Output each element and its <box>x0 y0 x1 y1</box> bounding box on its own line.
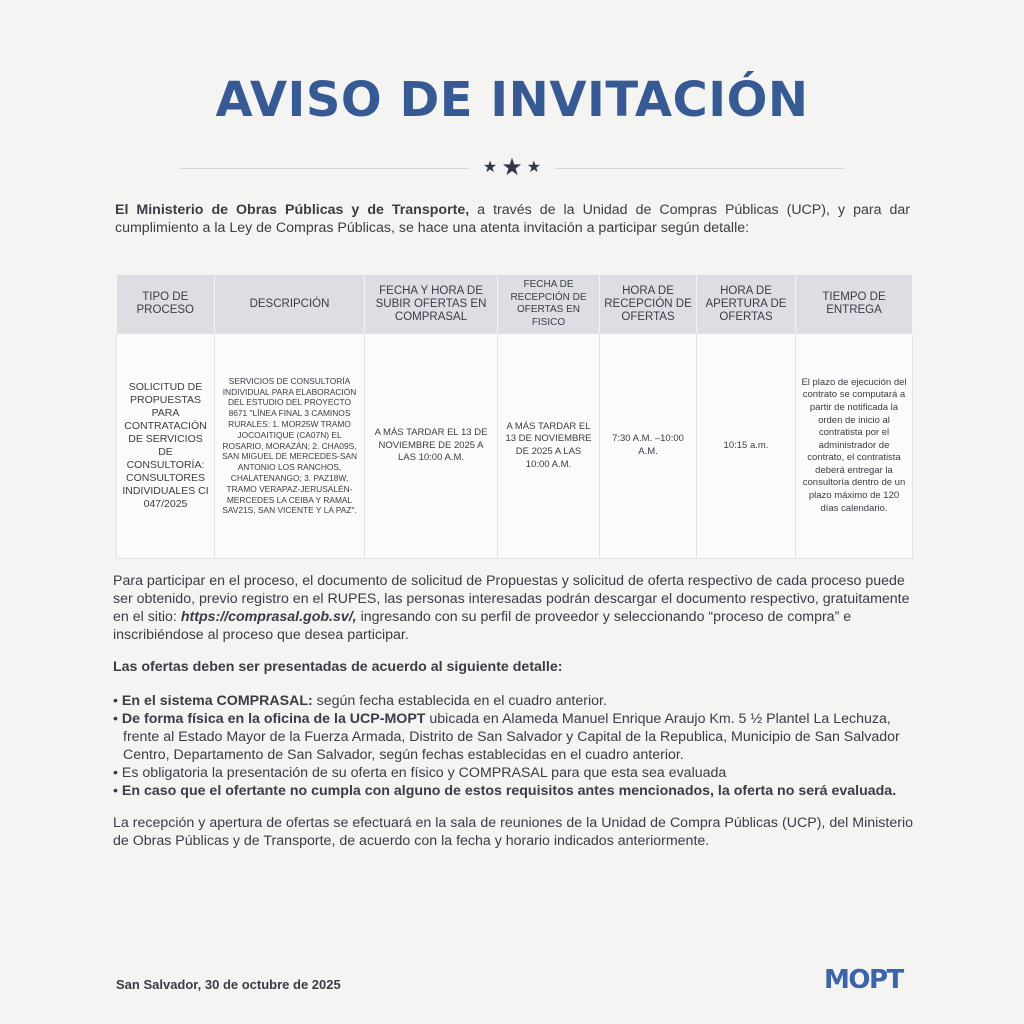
intro-text: a través de la Unidad de Compras Públicas (UCP), y para dar cumplimiento a la Ley de Compras Públicas, se hace una atenta invitación a participar según detalle: <box>115 202 910 236</box>
list-item: • En el sistema COMPRASAL: según fecha establecida en el cuadro anterior. <box>113 693 607 709</box>
star-icon: ★ <box>526 159 542 176</box>
intro-org: El Ministerio de Obras Públicas y de Transporte, <box>115 202 470 218</box>
list-item-text: Es obligatoria la presentación de su oferta en físico y COMPRASAL para que esta sea evaluada <box>121 765 727 781</box>
list-item-text: ubicada en Alameda Manuel Enrique Araujo Km. 5 ½ Plantel La Lechuza, frente al Estado Mayor de la Fuerza Armada, Distrito de San Salvador y Capital de la Republica, Municipio de San Salvador Centro, Departamento de San Salvador, según fechas establecidas en el cuadro anterior. <box>123 711 900 763</box>
divider-line-left <box>180 168 469 169</box>
table-row <box>117 334 913 559</box>
header-hora-apertura: HORA DE APERTURA DE OFERTAS <box>697 275 796 334</box>
process-table <box>116 275 913 559</box>
list-item-bold: En caso que el ofertante no cumpla con alguno de estos requisitos antes mencionados, la oferta no será evaluada. <box>121 783 897 799</box>
comprasal-link[interactable]: https://comprasal.gob.sv/, <box>180 609 357 625</box>
offers-heading: Las ofertas deben ser presentadas de acuerdo al siguiente detalle: <box>113 659 563 675</box>
mopt-logo: MOPT <box>824 965 903 995</box>
list-item-bold: En el sistema COMPRASAL: <box>121 693 313 709</box>
cell-tiempo: El plazo de ejecución del contrato se computará a partir de notificada la orden de inicio al contratista por el administrador de contrato, el contratista deberá entregar la consultoría dentro de un plazo máximo de 120 días calendario. <box>796 334 913 559</box>
header-descripcion: DESCRIPCIÓN <box>215 275 365 334</box>
header-hora-recepcion: HORA DE RECEPCIÓN DE OFERTAS <box>600 275 697 334</box>
participation-text-end: ingresando con su perfil de proveedor y seleccionando “proceso de compra” e inscribiéndose al proceso que desea participar. <box>113 609 852 643</box>
cell-descripcion: SERVICIOS DE CONSULTORÍA INDIVIDUAL PARA ELABORACIÓN DEL ESTUDIO DEL PROYECTO 8671 "LÍNEA FINAL 3 CAMINOS RURALES: 1. MOR25W TRAMO JOCOAITIQUE (CA07N) EL ROSARIO, MORAZÁN; 2. CHA09S, SAN MIGUEL DE MERCEDES-SAN ANTONIO LOS RANCHOS, CHALATENANGO; 3. PAZ18W, TRAMO VERAPAZ-JERUSALÉN-MERCEDES LA CEIBA Y RAMAL SAV21S, SAN VICENTE Y LA PAZ". <box>215 334 365 559</box>
cell-tipo: SOLICITUD DE PROPUESTAS PARA CONTRATACIÓN DE SERVICIOS DE CONSULTORÍA: CONSULTORES INDIVIDUALES CI 047/2025 <box>117 334 215 559</box>
offers-list <box>113 692 913 800</box>
participation-paragraph <box>113 572 913 644</box>
title-divider <box>180 156 844 180</box>
list-item: • De forma física en la oficina de la UCP-MOPT ubicada en Alameda Manuel Enrique Araujo Km. 5 ½ Plantel La Lechuza, frente al Estado Mayor de la Fuerza Armada, Distrito de San Salvador y Capital de la Republica, Municipio de San Salvador Centro, Departamento de San Salvador, según fechas establecidas en el cuadro anterior. <box>113 711 900 763</box>
table-header-row <box>117 275 913 334</box>
header-tipo: TIPO DE PROCESO <box>117 275 215 334</box>
cell-hora-recepcion: 7:30 A.M. –10:00 A.M. <box>600 334 697 559</box>
star-icon: ★ <box>482 159 498 176</box>
header-tiempo: TIEMPO DE ENTREGA <box>796 275 913 334</box>
header-fecha-fisico: FECHA DE RECEPCIÓN DE OFERTAS EN FISICO <box>498 275 600 334</box>
star-icon: ★ <box>501 154 523 181</box>
intro-paragraph <box>115 201 910 237</box>
divider-line-right <box>555 168 844 169</box>
cell-fecha-subir: A MÁS TARDAR EL 13 DE NOVIEMBRE DE 2025 A LAS 10:00 A.M. <box>365 334 498 559</box>
header-fecha-subir: FECHA Y HORA DE SUBIR OFERTAS EN COMPRASAL <box>365 275 498 334</box>
list-item-text: según fecha establecida en el cuadro anterior. <box>312 693 607 709</box>
footer-date: San Salvador, 30 de octubre de 2025 <box>116 977 341 992</box>
cell-hora-apertura: 10:15 a.m. <box>697 334 796 559</box>
cell-fecha-fisico: A MÁS TARDAR EL 13 DE NOVIEMBRE DE 2025 A LAS 10:00 A.M. <box>498 334 600 559</box>
list-item: • Es obligatoria la presentación de su oferta en físico y COMPRASAL para que esta sea evaluada <box>113 765 727 781</box>
page-title: AVISO DE INVITACIÓN <box>215 72 809 128</box>
closing-paragraph: La recepción y apertura de ofertas se efectuará en la sala de reuniones de la Unidad de Compra Públicas (UCP), del Ministerio de Obras Públicas y de Transporte, de acuerdo con la fecha y horario indicados anteriormente. <box>113 815 913 849</box>
list-item-bold: De forma física en la oficina de la UCP-MOPT <box>121 711 426 727</box>
list-item: • En caso que el ofertante no cumpla con alguno de estos requisitos antes mencionados, la oferta no será evaluada. <box>113 783 897 799</box>
stars-ornament <box>469 156 555 180</box>
participation-text: Para participar en el proceso, el documento de solicitud de Propuestas y solicitud de oferta respectivo de cada proceso puede ser obtenido, previo registro en el RUPES, las personas interesadas podrán descargar el documento respectivo, gratuitamente en el sitio: <box>113 573 910 625</box>
